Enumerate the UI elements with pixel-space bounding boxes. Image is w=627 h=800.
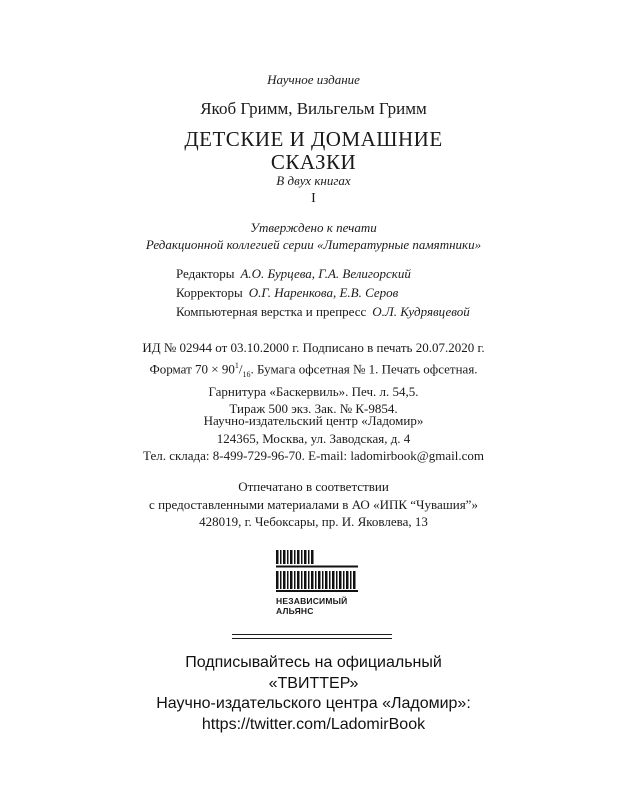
twitter-link[interactable]: https://twitter.com/LadomirBook: [201, 715, 426, 733]
publisher-address: 124365, Москва, ул. Заводская, д. 4: [216, 430, 411, 446]
edition-type: Научное издание: [267, 72, 360, 87]
printer-block: [0, 478, 627, 531]
credit-names: О.Г. Наренкова, Е.В. Серов: [248, 285, 399, 300]
publisher-name: Научно-издательский центр «Ладомир»: [203, 413, 424, 428]
format-line: Формат $70 \times 90^1/_{16}$. Бумага офсетная № 1. Печать офсетная.: [149, 360, 478, 379]
typeface-line: Гарнитура «Баскервиль». Печ. л. 54,5.: [208, 383, 419, 399]
approval-line-1: Утверждено к печати: [250, 220, 377, 235]
divider-bottom: [232, 638, 392, 639]
printer-line-2: с предоставленными материалами в АО «ИПК “Чувашия”»: [149, 496, 478, 512]
credit-role: Редакторы: [176, 266, 235, 281]
credit-editors: [176, 266, 411, 282]
format-prefix: Формат 70 × 90: [149, 360, 235, 376]
format-numerator: 1: [234, 360, 239, 370]
publisher-block: [0, 412, 627, 465]
credit-role: Компьютерная верстка и препресс: [176, 304, 367, 319]
book-subtitle: В двух книгах: [276, 173, 351, 188]
promo-line-3: Научно-издательского центра «Ладомир»:: [156, 695, 471, 712]
credit-names: А.О. Бурцева, Г.А. Велигорский: [240, 266, 411, 281]
credit-proofreaders: [176, 285, 398, 301]
twitter-promo: [0, 653, 627, 735]
format-suffix: . Бумага офсетная № 1. Печать офсетная.: [250, 360, 478, 376]
print-details: [0, 339, 627, 418]
logo-text-line-2: АЛЬЯНС: [276, 606, 314, 616]
license-line: ИД № 02944 от 03.10.2000 г. Подписано в печать 20.07.2020 г.: [142, 340, 485, 355]
bookshelf-icon: [276, 550, 358, 592]
divider-top: [232, 634, 392, 635]
promo-line-2: «ТВИТТЕР»: [268, 674, 359, 692]
book-title-line-2: СКАЗКИ: [270, 150, 357, 174]
independent-alliance-logo: [276, 550, 358, 622]
volume-number: I: [311, 191, 316, 206]
book-title: [0, 128, 627, 174]
approval-note: [0, 219, 627, 253]
approval-line-2: Редакционной коллегией серии «Литературные памятники»: [145, 237, 482, 252]
credit-layout: [176, 304, 470, 320]
credit-names: О.Л. Кудрявцевой: [372, 304, 470, 319]
book-title-line-1: ДЕТСКИЕ И ДОМАШНИЕ: [184, 127, 443, 151]
publisher-contact: Тел. склада: 8-499-729-96-70. E-mail: ladomirbook@gmail.com: [143, 448, 484, 463]
book-authors: Якоб Гримм, Вильгельм Гримм: [200, 99, 427, 118]
printer-line-1: Отпечатано в соответствии: [238, 479, 389, 494]
logo-text-line-1: НЕЗАВИСИМЫЙ: [276, 596, 348, 606]
format-denominator: 16: [242, 369, 251, 379]
promo-line-1: Подписывайтесь на официальный: [185, 654, 442, 671]
run-line: Тираж 500 экз. Зак. № К-9854.: [229, 401, 398, 417]
credit-role: Корректоры: [176, 285, 243, 300]
printer-line-3: 428019, г. Чебоксары, пр. И. Яковлева, 13: [199, 514, 428, 529]
